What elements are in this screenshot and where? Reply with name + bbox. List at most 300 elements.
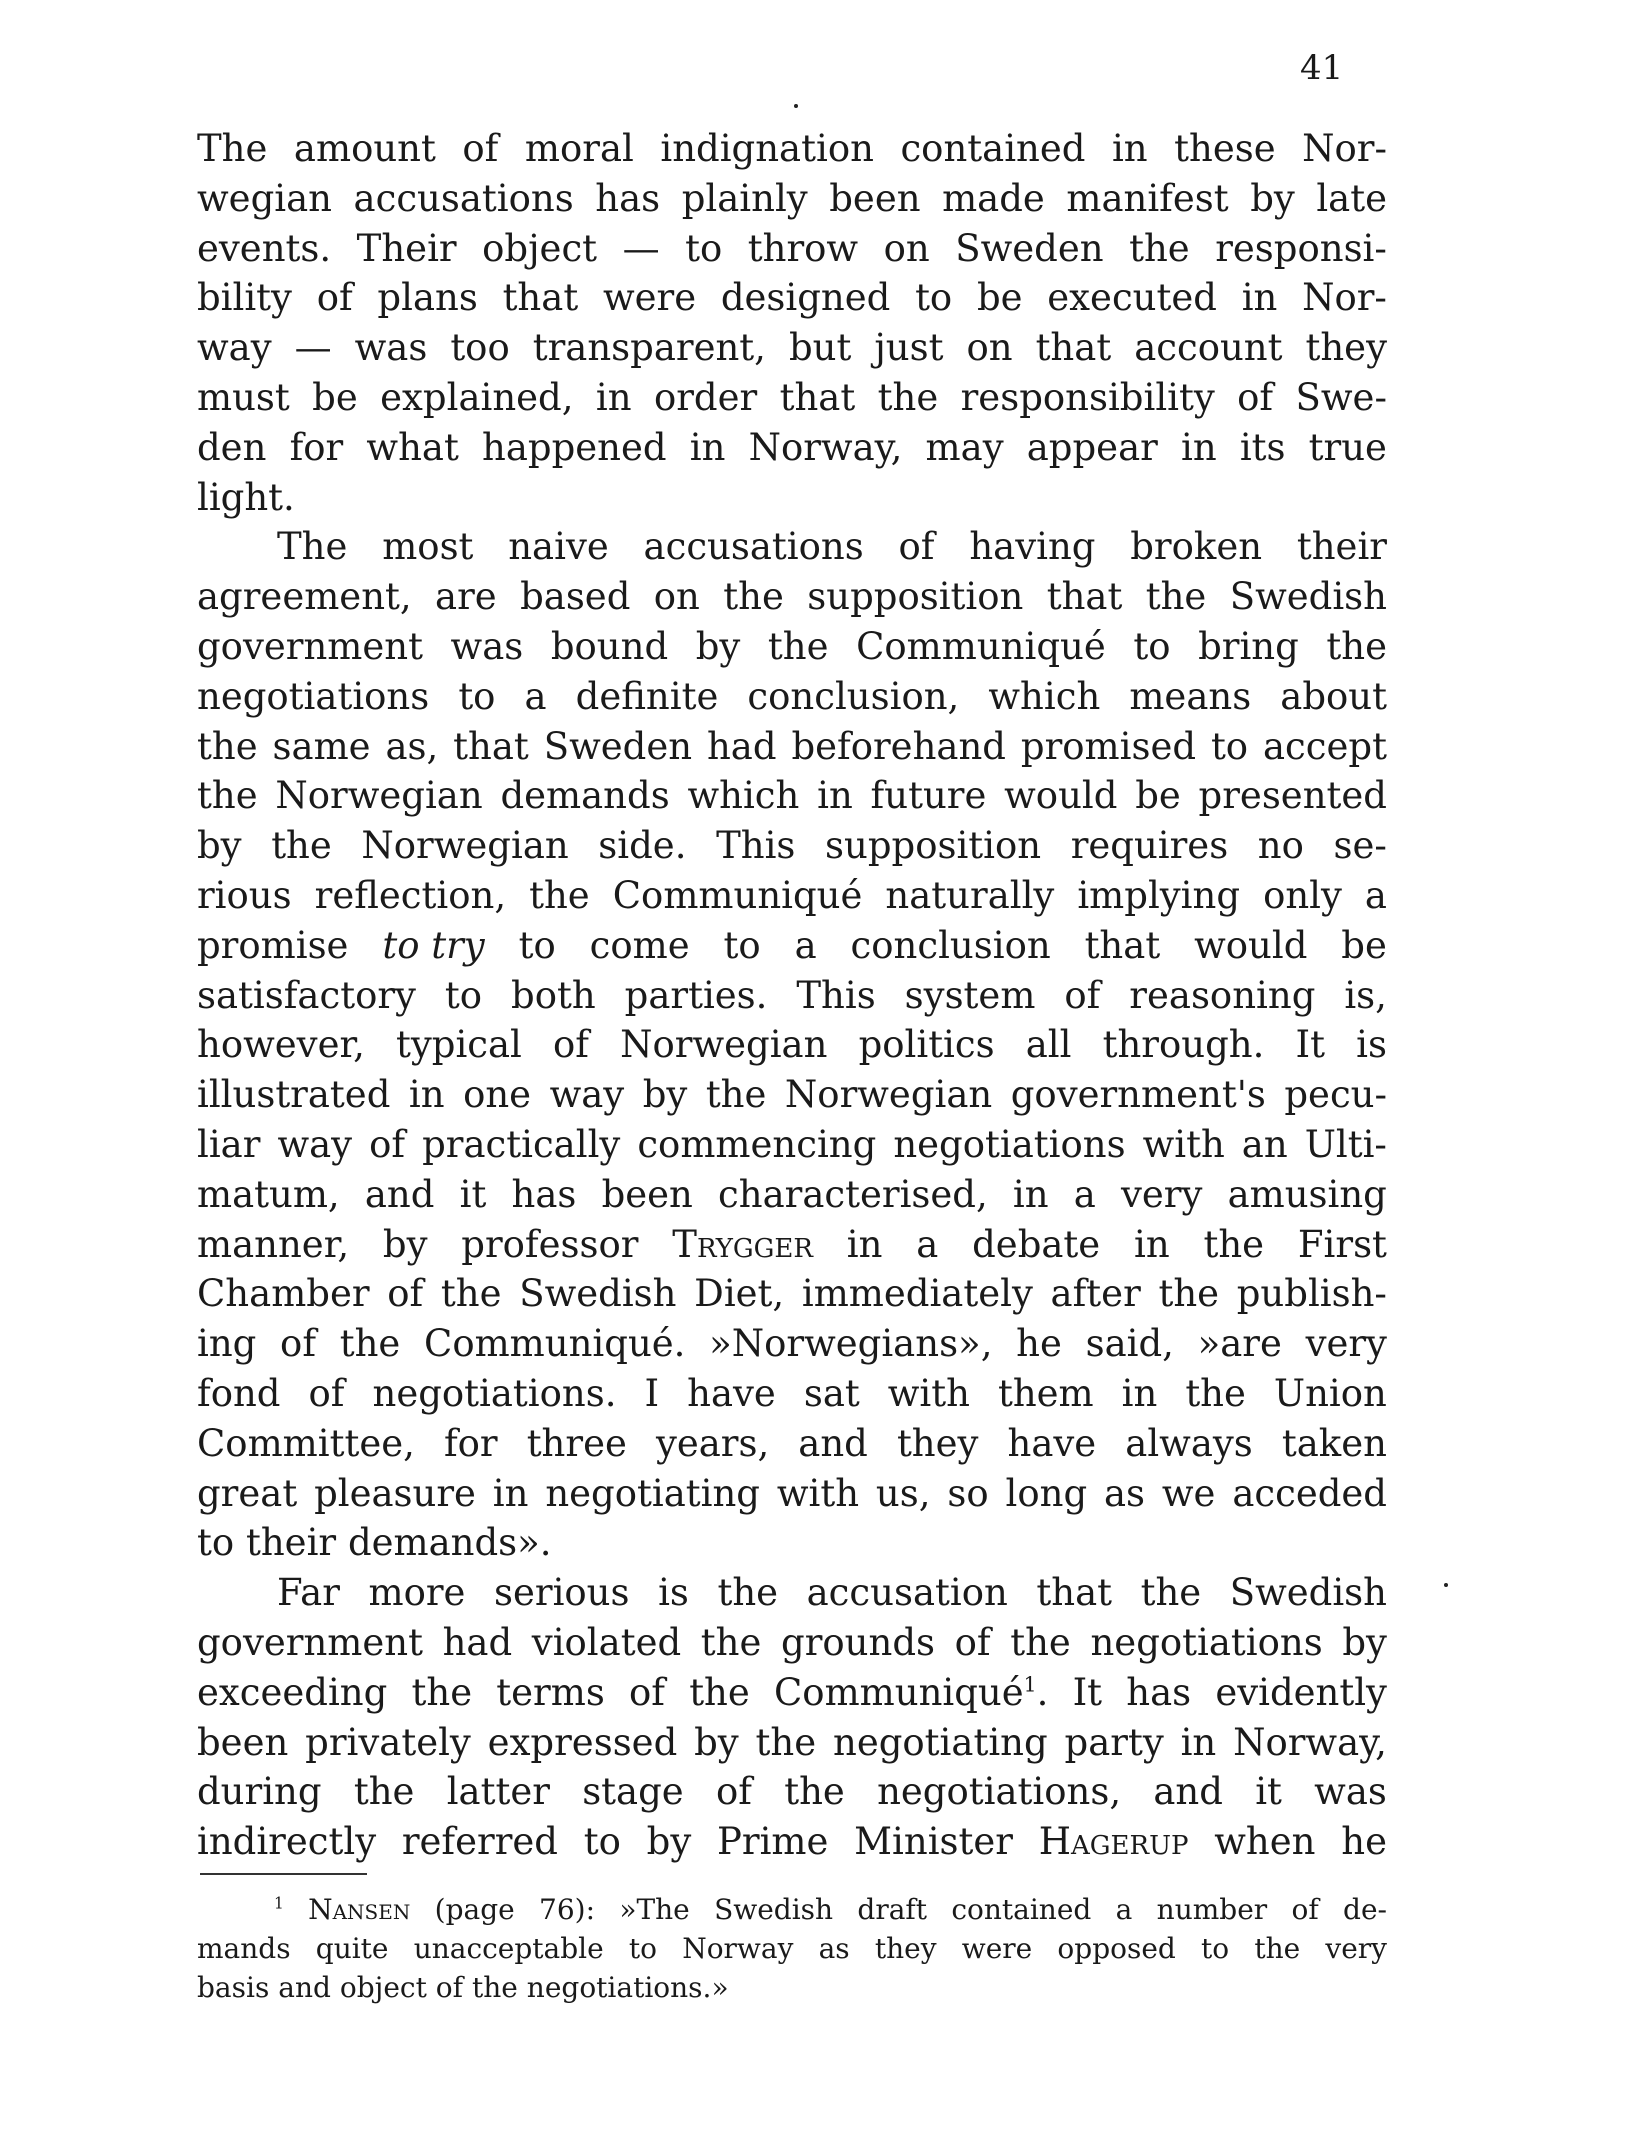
word: Diet, [694, 1272, 785, 1316]
word: on [883, 226, 930, 270]
word: of [629, 1670, 665, 1714]
text-line [197, 1269, 1387, 1319]
word: definite [575, 674, 719, 718]
word: characterised, [718, 1172, 988, 1216]
word: but [788, 326, 852, 370]
word: in [1241, 276, 1278, 320]
word: politics [858, 1023, 995, 1067]
word: on [653, 575, 700, 619]
word: after [1050, 1272, 1141, 1316]
word: (page [434, 1893, 515, 1926]
text-line [197, 224, 1387, 274]
word: one [463, 1073, 532, 1117]
word: This [796, 973, 876, 1017]
word: a [1073, 1172, 1096, 1216]
word: Sweden [955, 226, 1104, 270]
word: means [1129, 674, 1252, 718]
word: government [197, 624, 423, 668]
text-line [197, 672, 1387, 722]
text-line [197, 1070, 1387, 1120]
word: through. [1102, 1023, 1265, 1067]
word: immediately [801, 1272, 1033, 1316]
word: made [942, 176, 1045, 220]
footnote-line [197, 1968, 1387, 2007]
word: very [1325, 1932, 1387, 1965]
text-line [197, 1220, 1387, 1270]
word: based [520, 575, 631, 619]
text-line [197, 522, 1387, 572]
word: negotiations. [372, 1371, 617, 1415]
word: in [1121, 1371, 1158, 1415]
word: what [366, 425, 459, 469]
word: the [471, 1971, 518, 2004]
word: Minister [854, 1820, 1013, 1864]
word: they [1305, 326, 1387, 370]
word: in [1180, 1720, 1217, 1764]
word: by [694, 1720, 739, 1764]
word: their [245, 1521, 337, 1565]
word: responsibility [960, 375, 1215, 419]
word: the [1254, 1932, 1301, 1965]
word: unacceptable [413, 1932, 604, 1965]
word: moral [524, 127, 634, 170]
word: supposition [825, 824, 1042, 868]
word: is [1356, 1023, 1387, 1067]
word: has [595, 176, 661, 220]
word: in [408, 1073, 445, 1117]
word: no [1257, 824, 1304, 868]
word: that [1084, 923, 1161, 967]
word: acceded [1232, 1471, 1387, 1515]
text-line [197, 273, 1387, 323]
word: Sweden [543, 724, 693, 768]
word: throw [747, 226, 859, 270]
word: of [954, 1620, 991, 1664]
word: the [411, 1670, 473, 1714]
word: the [700, 1620, 762, 1664]
word: side. [598, 824, 687, 868]
word: said, [1085, 1322, 1174, 1366]
word: that [779, 375, 856, 419]
word: appear [1026, 425, 1158, 469]
word: was [1314, 1770, 1387, 1814]
word: party [1064, 1720, 1164, 1764]
word: quite [315, 1932, 389, 1965]
word: to [915, 276, 953, 320]
word: mands [197, 1932, 291, 1965]
word: Nansen [308, 1893, 411, 1926]
word: It [1072, 1670, 1103, 1714]
word: Union [1273, 1371, 1387, 1415]
text-line [197, 1817, 1387, 1867]
word: Communiqué [612, 873, 863, 917]
word: professor [461, 1222, 639, 1266]
word: late [1316, 176, 1387, 220]
word: the [353, 1770, 415, 1814]
text-line [197, 1767, 1387, 1817]
word: accusations [353, 176, 574, 220]
word: illustrated [197, 1073, 391, 1117]
word: were [602, 276, 697, 320]
word: by [197, 824, 242, 868]
word: which [687, 774, 800, 818]
word: parties. [624, 973, 768, 1017]
word: to [583, 1820, 621, 1864]
page-number: 41 [1300, 48, 1344, 88]
word: be [1135, 774, 1181, 818]
word: which [988, 674, 1101, 718]
word: was [354, 326, 428, 370]
word: First [1297, 1222, 1387, 1266]
word: negotiations.» [526, 1971, 729, 2004]
word: Nor- [1302, 127, 1387, 170]
word: very [1121, 1172, 1203, 1216]
word: in [817, 774, 853, 818]
word: been [197, 1720, 289, 1764]
word: negotiations [893, 1122, 1126, 1166]
word: in [1111, 127, 1148, 170]
word: and [798, 1421, 868, 1465]
word: a [524, 674, 547, 718]
word: negotiations, [877, 1770, 1122, 1814]
word: so [947, 1471, 989, 1515]
word: that [1035, 326, 1112, 370]
word: negotiations [1090, 1620, 1323, 1664]
word: a [794, 923, 817, 967]
word: just [874, 326, 944, 370]
body-text [197, 124, 1387, 1867]
word: the [1203, 1222, 1265, 1266]
text-line [197, 971, 1387, 1021]
word: stage [582, 1770, 684, 1814]
word: had [442, 1620, 513, 1664]
word: matum, [197, 1172, 340, 1216]
word: them [997, 1371, 1094, 1415]
word: happened [482, 425, 667, 469]
word: has [511, 1172, 577, 1216]
word: of [553, 1023, 589, 1067]
word: promised [1020, 724, 1197, 768]
word: responsi- [1215, 226, 1387, 270]
text-line [197, 1618, 1387, 1668]
word: of [435, 1971, 464, 2004]
word: he [1341, 1820, 1387, 1864]
word: the [197, 724, 258, 768]
word: when [1214, 1820, 1316, 1864]
word: manifest [1066, 176, 1229, 220]
word: they [896, 1421, 979, 1465]
word: with [1142, 1122, 1225, 1166]
word: have [687, 1371, 776, 1415]
word: its [1239, 425, 1286, 469]
word: of [387, 1272, 424, 1316]
word: contained [951, 1893, 1092, 1926]
word: be [976, 276, 1023, 320]
word: the [1326, 624, 1387, 668]
word: Swedish [519, 1272, 677, 1316]
word: to [197, 1521, 235, 1565]
word: opposed [1057, 1932, 1176, 1965]
word: of [369, 1122, 406, 1166]
word: only [1263, 873, 1342, 917]
word: by [695, 624, 741, 668]
word: it [1255, 1770, 1282, 1814]
word: in [846, 1222, 883, 1266]
word: »are [1197, 1322, 1282, 1366]
word: the [1185, 1371, 1246, 1415]
word: terms [496, 1670, 605, 1714]
word: se- [1333, 824, 1387, 868]
word: to [685, 226, 723, 270]
word: to [723, 923, 761, 967]
word: by [1342, 1620, 1387, 1664]
word: supposition [807, 575, 1024, 619]
word: the [1140, 1571, 1202, 1615]
word: broken [1130, 525, 1263, 569]
word: Far [277, 1571, 340, 1615]
word: of [1237, 375, 1274, 419]
word: the [440, 1272, 502, 1316]
word: ing [197, 1322, 257, 1366]
word: of [316, 276, 353, 320]
text-line [197, 174, 1387, 224]
word: long [1005, 1471, 1088, 1515]
word: the [1145, 575, 1207, 619]
text-line [197, 1120, 1387, 1170]
word: had [706, 724, 777, 768]
word: promise [197, 923, 349, 967]
word: the [197, 774, 258, 818]
word: in [1134, 1222, 1170, 1266]
word: light. [197, 475, 295, 519]
word: the [723, 575, 784, 619]
word: of [715, 1770, 752, 1814]
word: of [462, 127, 499, 170]
word: serious [494, 1571, 630, 1615]
word: always [1125, 1421, 1253, 1465]
word: the [877, 375, 939, 419]
word: plainly [681, 176, 808, 220]
word: pecu- [1284, 1073, 1387, 1117]
word: referred [401, 1820, 558, 1864]
text-line [197, 1668, 1387, 1718]
word: the [1129, 226, 1190, 270]
text-line [197, 722, 1387, 772]
word: Communiqué. [424, 1322, 686, 1366]
word: the [755, 1720, 817, 1764]
word: in [1012, 1172, 1049, 1216]
text-line [197, 373, 1387, 423]
word: as, [385, 724, 439, 768]
word: draft [857, 1893, 928, 1926]
word: to [1201, 1932, 1230, 1965]
word: that [453, 724, 529, 768]
word: negotiating [545, 1471, 760, 1515]
word: by [382, 1222, 428, 1266]
word: order [653, 375, 758, 419]
word: in [689, 425, 726, 469]
text-line [197, 1469, 1387, 1519]
word: about [1280, 674, 1387, 718]
word: to [1210, 724, 1249, 768]
word: government [197, 1620, 423, 1664]
word: Committee, [197, 1421, 415, 1465]
word: the [339, 1322, 401, 1366]
word: 1 [274, 1894, 284, 1913]
text-line [197, 871, 1387, 921]
word: de- [1343, 1893, 1387, 1926]
word: plans [377, 276, 478, 320]
word: very [1305, 1322, 1387, 1366]
word: of [1064, 973, 1101, 1017]
word: would [1004, 774, 1118, 818]
word: conclusion [850, 923, 1051, 967]
word: manner, [197, 1222, 350, 1266]
word: both [511, 973, 596, 1017]
word: Chamber [197, 1272, 370, 1316]
word: having [969, 525, 1096, 569]
word: true [1308, 425, 1387, 469]
word: the [529, 873, 590, 917]
word: to [458, 674, 496, 718]
word: that [1036, 1571, 1113, 1615]
word: way [549, 1073, 625, 1117]
word: — [622, 226, 660, 270]
word: violated [531, 1620, 682, 1664]
text-line [197, 473, 1387, 523]
word: as [818, 1932, 850, 1965]
word: Norway [682, 1932, 794, 1965]
text-line [197, 1568, 1387, 1618]
text-line [197, 921, 1387, 971]
word: contained [900, 127, 1086, 170]
word: amusing [1227, 1172, 1387, 1216]
word: by [1250, 176, 1295, 220]
word: Trygger [672, 1222, 813, 1266]
word: explained, [380, 375, 574, 419]
word: den [197, 425, 267, 469]
word: rious [197, 873, 292, 917]
text-line [197, 1419, 1387, 1469]
word: of [1291, 1893, 1319, 1926]
word: the [784, 1770, 845, 1814]
footnote-line [197, 1929, 1387, 1968]
word: of [280, 1322, 317, 1366]
word: to [628, 1932, 657, 1965]
word: negotiations [197, 674, 430, 718]
word: satisfactory [197, 973, 416, 1017]
text-line [197, 572, 1387, 622]
word: that [502, 276, 579, 320]
word: practically [422, 1122, 621, 1166]
word: Swedish [1229, 575, 1387, 619]
word: accept [1263, 724, 1387, 768]
word: amount [293, 127, 436, 170]
word: must [197, 375, 290, 419]
word: Nor- [1302, 276, 1387, 320]
word: the [689, 1670, 750, 1714]
word: by [642, 1073, 688, 1117]
word: the [767, 624, 829, 668]
text-line [197, 1170, 1387, 1220]
word: »The [619, 1893, 690, 1926]
word: and [1153, 1770, 1223, 1814]
word: to [444, 973, 483, 1017]
word: indirectly [197, 1820, 377, 1864]
word: system [904, 973, 1036, 1017]
word: accusations [643, 525, 864, 569]
word: an [1241, 1122, 1288, 1166]
word: be [312, 375, 358, 419]
text-line [197, 771, 1387, 821]
word: typical [395, 1023, 522, 1067]
word: object [339, 1971, 427, 2004]
word: »Norwegians», [709, 1322, 993, 1366]
footnote-rule [200, 1873, 367, 1875]
word: Swedish [1229, 1571, 1387, 1615]
word: during [197, 1770, 322, 1814]
word: bility [197, 276, 292, 320]
word: wegian [197, 176, 332, 220]
word: future [870, 774, 987, 818]
word: government's [1010, 1073, 1266, 1117]
word: beforehand [791, 724, 1006, 768]
word: executed [1047, 276, 1217, 320]
word: they [874, 1932, 937, 1965]
word: and [278, 1971, 331, 2004]
word: of [308, 1371, 345, 1415]
word: too [450, 326, 510, 370]
word: publish- [1236, 1272, 1387, 1316]
word: more [368, 1571, 466, 1615]
word: account [1134, 326, 1283, 370]
word: privately [305, 1720, 471, 1764]
word: great [197, 1471, 298, 1515]
word: Norwegian [275, 774, 483, 818]
word: reasoning [1129, 973, 1316, 1017]
word: the [705, 1073, 767, 1117]
word: the [271, 824, 332, 868]
text-line [197, 1518, 1387, 1568]
word: with [776, 1471, 860, 1515]
word: their [1296, 525, 1387, 569]
word: fond [197, 1371, 281, 1415]
word: Norwegian [784, 1073, 993, 1117]
word: Norwegian [361, 824, 569, 868]
word: events. [197, 226, 332, 270]
word: 76): [539, 1893, 596, 1926]
word: latter [446, 1770, 550, 1814]
word: come [589, 923, 690, 967]
word: years, [655, 1421, 770, 1465]
word: is, [1344, 973, 1387, 1017]
word: that [1046, 575, 1123, 619]
word: pleasure [314, 1471, 476, 1515]
word: Communiqué [856, 624, 1106, 668]
word: Ulti- [1304, 1122, 1387, 1166]
word: taken [1281, 1421, 1387, 1465]
word: Their [356, 226, 457, 270]
word: to [1133, 624, 1171, 668]
word: are [435, 575, 497, 619]
word: I [644, 1371, 660, 1415]
word: the [1158, 1272, 1220, 1316]
word: we [1161, 1471, 1216, 1515]
word: presented [1198, 774, 1387, 818]
text-line [197, 1369, 1387, 1419]
word: demands [500, 774, 670, 818]
word: negotiating [833, 1720, 1048, 1764]
